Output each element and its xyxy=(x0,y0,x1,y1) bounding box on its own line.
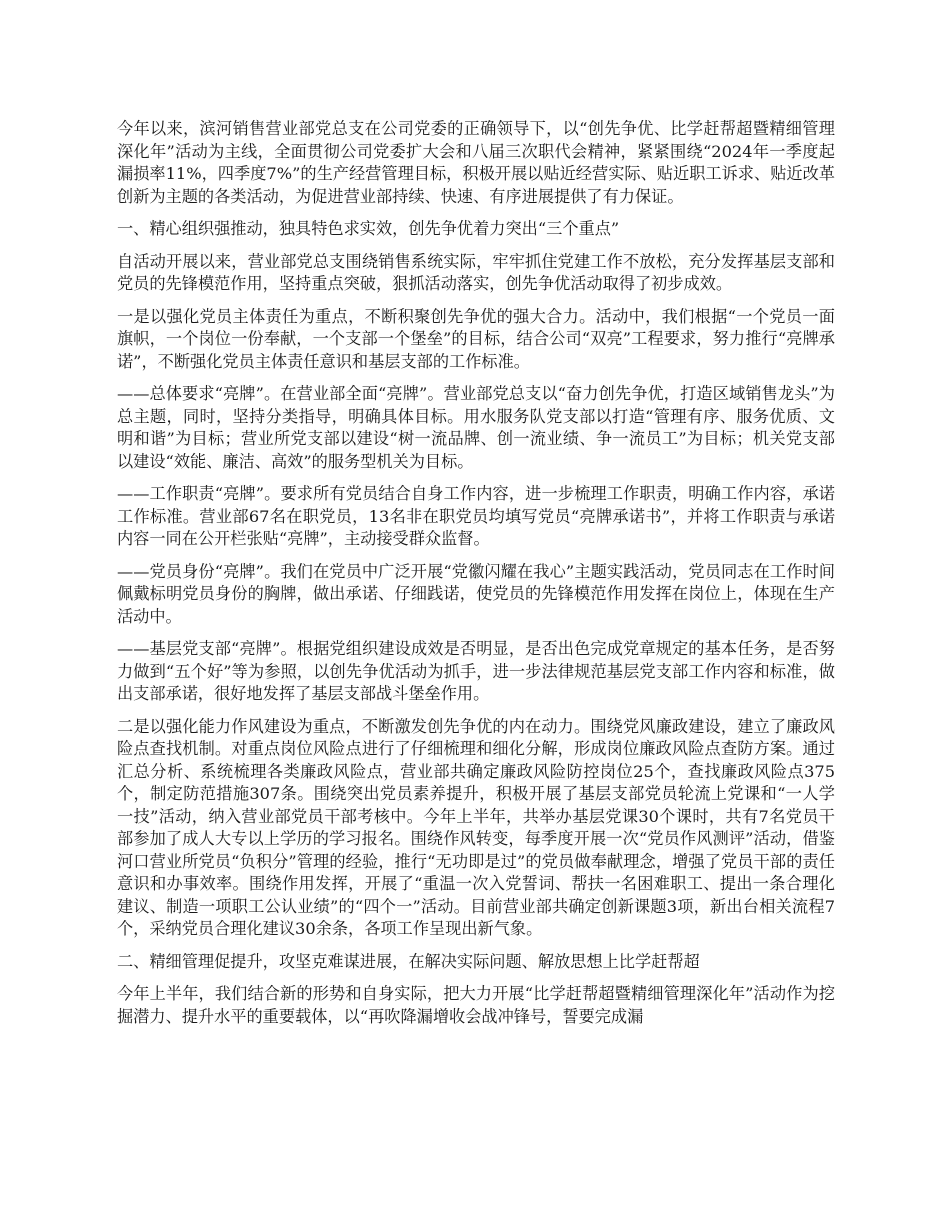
list-item-member-identity: ——党员身份“亮牌”。我们在党员中广泛开展“党徽闪耀在我心”主题实践活动，党员同志在工作时间佩戴标明党员身份的胸牌，做出承诺、仔细践诺，使党员的先锋模范作用发挥在岗位上，体现在生产活动中。 xyxy=(117,561,835,626)
list-item-overall-requirement: ——总体要求“亮牌”。在营业部全面“亮牌”。营业部党总支以“奋力创先争优，打造区域销售龙头”为总主题，同时，坚持分类指导，明确具体目标。用水服务队党支部以打造“管理有序、服务优质、文明和谐”为目标；营业所党支部以建设“树一流品牌、创一流业绩、争一流员工”为目标；机关党支部以建设“效能、廉洁、高效”的服务型机关为目标。 xyxy=(117,384,835,471)
document-body xyxy=(117,118,835,1038)
paragraph: 今年上半年，我们结合新的形势和自身实际，把大力开展“比学赶帮超暨精细管理深化年”活动作为挖掘潜力、提升水平的重要载体，以“再吹降漏增收会战冲锋号，誓要完成漏 xyxy=(117,984,835,1026)
list-item-job-responsibility: ——工作职责“亮牌”。要求所有党员结合自身工作内容，进一步梳理工作职责，明确工作内容，承诺工作标准。营业部67名在职党员，13名非在职党员均填写党员“亮牌承诺书”，并将工作职责与承诺内容一同在公开栏张贴“亮牌”，主动接受群众监督。 xyxy=(117,484,835,548)
list-item-branch: ——基层党支部“亮牌”。根据党组织建设成效是否明显，是否出色完成党章规定的基本任务，是否努力做到“五个好”等为参照，以创先争优活动为抓手，进一步法律规范基层党支部工作内容和标准，做出支部承诺，很好地发挥了基层支部战斗堡垒作用。 xyxy=(117,639,835,703)
section-heading-2: 二、精细管理促提升，攻坚克难谋进展，在解决实际问题、解放思想上比学赶帮超 xyxy=(117,951,700,971)
section-heading-1: 一、精心组织强推动，独具特色求实效，创先争优着力突出“三个重点” xyxy=(117,219,620,238)
intro-paragraph: 今年以来，滨河销售营业部党总支在公司党委的正确领导下，以“创先争优、比学赶帮超暨精细管理深化年”活动为主线，全面贯彻公司党委扩大会和八届三次职代会精神，紧紧围绕“2024年一季度起漏损率11%，四季度7%”的生产经营管理目标，积极开展以贴近经营实际、贴近职工诉求、贴近改革创新为主题的各类活动，为促进营业部持续、快速、有序进展提供了有力保证。 xyxy=(117,119,835,206)
paragraph: 二是以强化能力作风建设为重点，不断激发创先争优的内在动力。围绕党风廉政建设，建立了廉政风险点查找机制。对重点岗位风险点进行了仔细梳理和细化分解，形成岗位廉政风险点查防方案。通过汇总分析、系统梳理各类廉政风险点，营业部共确定廉政风险防控岗位25个，查找廉政风险点375个，制定防范措施307条。围绕突出党员素养提升，积极开展了基层支部党员轮流上党课和“一人学一技”活动，纳入营业部党员干部考核中。今年上半年，共举办基层党课30个课时，共有7名党员干部参加了成人大专以上学历的学习报名。围绕作风转变，每季度开展一次“党员作风测评”活动，借鉴河口营业所党员“负积分”管理的经验，推行“无功即是过”的党员做奉献理念，增强了党员干部的责任意识和办事效率。围绕作用发挥，开展了“重温一次入党誓词、帮扶一名困难职工、提出一条合理化建议、制造一项职工公认业绩”的“四个一”活动。目前营业部共确定创新课题3项，新出台相关流程7个，采纳党员合理化建议30余条，各项工作呈现出新气象。 xyxy=(117,716,835,938)
paragraph: 一是以强化党员主体责任为重点，不断积聚创先争优的强大合力。活动中，我们根据“一个党员一面旗帜，一个岗位一份奉献，一个支部一个堡垒”的目标，结合公司“双亮”工程要求，努力推行“亮牌承诺”，不断强化党员主体责任意识和基层支部的工作标准。 xyxy=(117,306,835,371)
paragraph: 自活动开展以来，营业部党总支围绕销售系统实际，牢牢抓住党建工作不放松，充分发挥基层支部和党员的先锋模范作用，坚持重点突破，狠抓活动落实，创先争优活动取得了初步成效。 xyxy=(117,251,835,293)
